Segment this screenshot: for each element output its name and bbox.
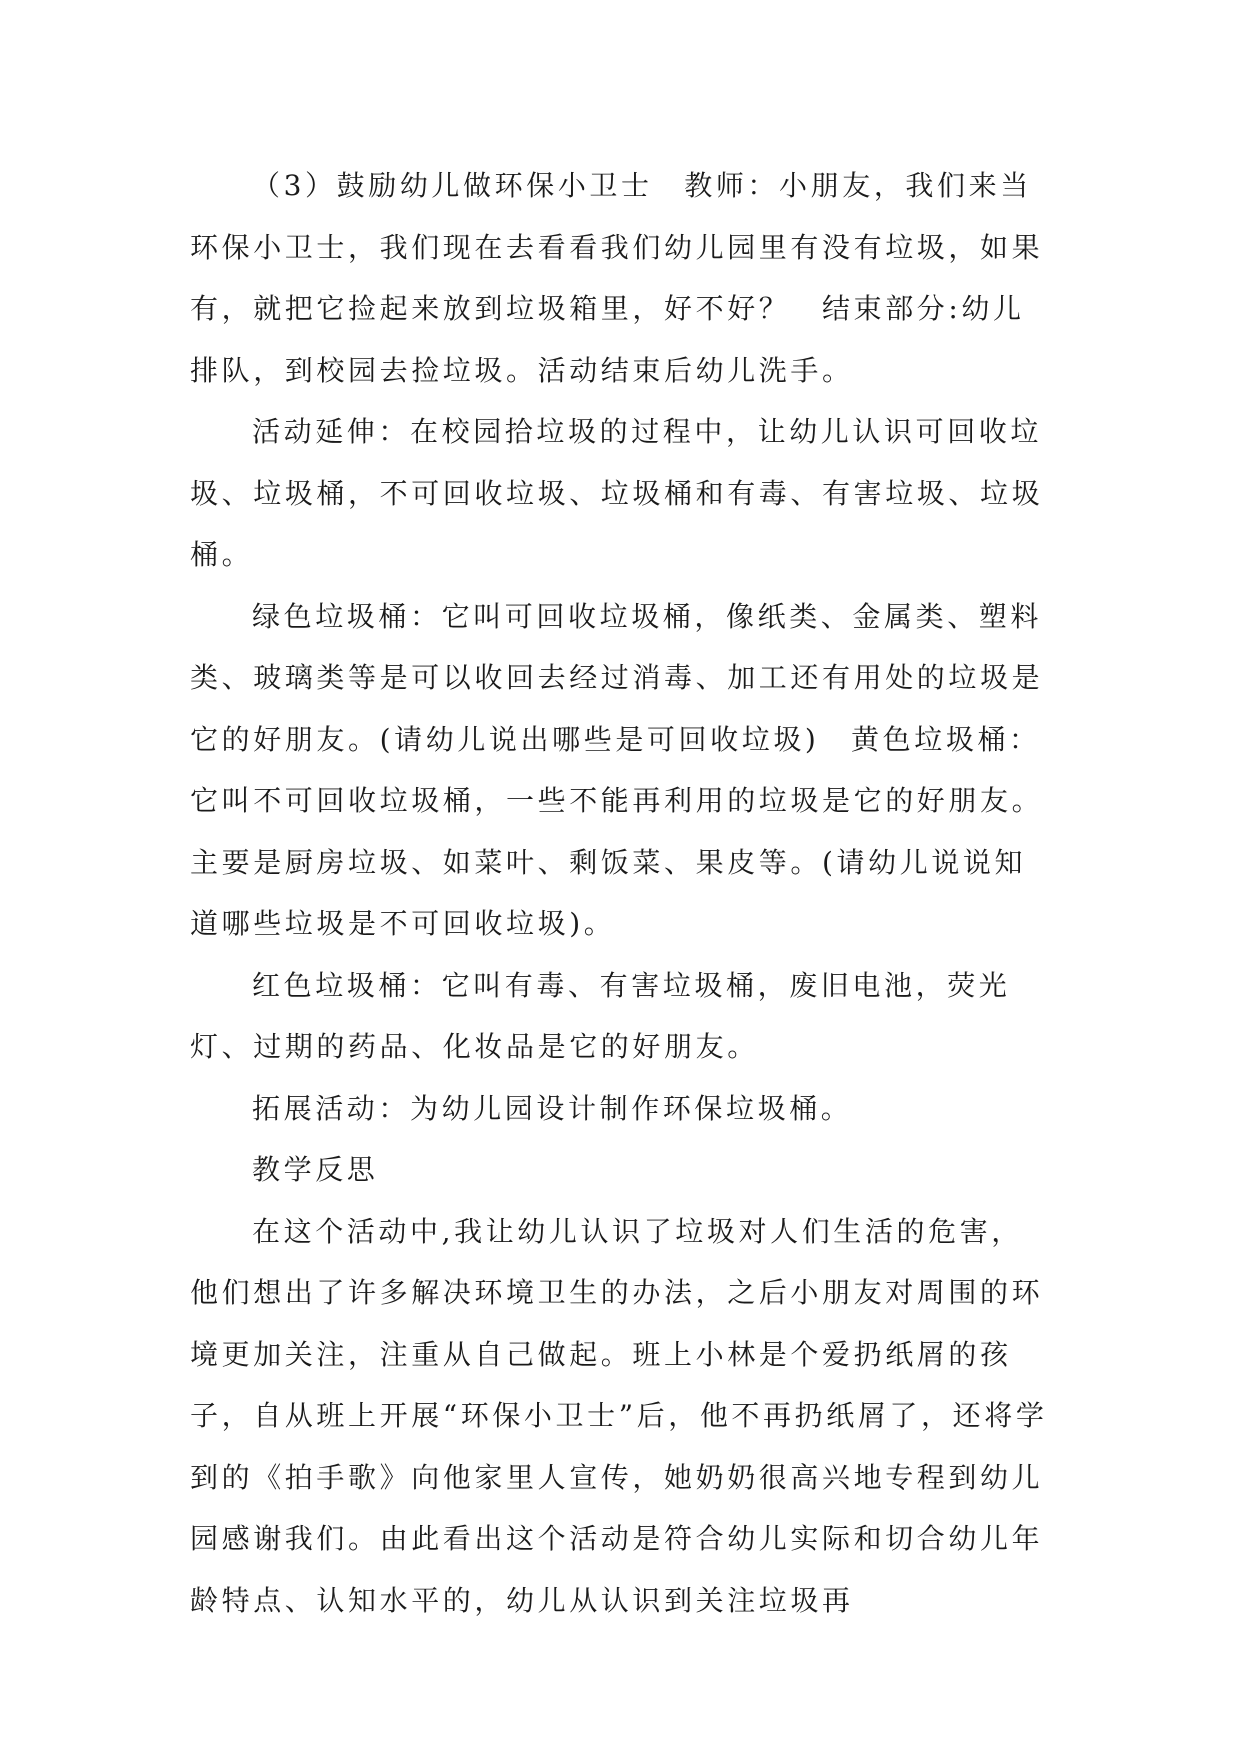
paragraph-activity-extension: 活动延伸：在校园拾垃圾的过程中，让幼儿认识可回收垃圾、垃圾桶，不可回收垃圾、垃圾桶和有毒、有害垃圾、垃圾桶。 — [190, 415, 1044, 571]
section-heading-teaching-reflection: 教学反思 — [252, 1153, 379, 1186]
paragraph-encourage-eco-guardian: （3）鼓励幼儿做环保小卫士 教师：小朋友，我们来当环保小卫士，我们现在去看看我们幼儿园里有没有垃圾，如果有，就把它捡起来放到垃圾箱里，好不好？ 结束部分:幼儿排队，到校园去捡垃圾。活动结束后幼儿洗手。 — [190, 169, 1044, 387]
paragraph-green-yellow-bins: 绿色垃圾桶：它叫可回收垃圾桶，像纸类、金属类、塑料类、玻璃类等是可以收回去经过消毒、加工还有用处的垃圾是它的好朋友。(请幼儿说出哪些是可回收垃圾) 黄色垃圾桶：它叫不可回收垃圾桶，一些不能再利用的垃圾是它的好朋友。主要是厨房垃圾、如菜叶、剩饭菜、果皮等。(请幼儿说说知道哪些垃圾是不可回收垃圾)。 — [190, 599, 1044, 940]
paragraph-extended-activity: 拓展活动：为幼儿园设计制作环保垃圾桶。 — [252, 1091, 853, 1125]
paragraph-reflection-body: 在这个活动中,我让幼儿认识了垃圾对人们生活的危害，他们想出了许多解决环境卫生的办法，之后小朋友对周围的环境更加关注，注重从自己做起。班上小林是个爱扔纸屑的孩子，自从班上开展“环保小卫士”后，他不再扔纸屑了，还将学到的《拍手歌》向他家里人宣传，她奶奶很高兴地专程到幼儿园感谢我们。由此看出这个活动是符合幼儿实际和切合幼儿年龄特点、认知水平的，幼儿从认识到关注垃圾再 — [190, 1214, 1048, 1617]
paragraph-red-bin: 红色垃圾桶：它叫有毒、有害垃圾桶，废旧电池，荧光灯、过期的药品、化妆品是它的好朋友。 — [190, 968, 1011, 1063]
document-page — [190, 155, 1052, 1631]
